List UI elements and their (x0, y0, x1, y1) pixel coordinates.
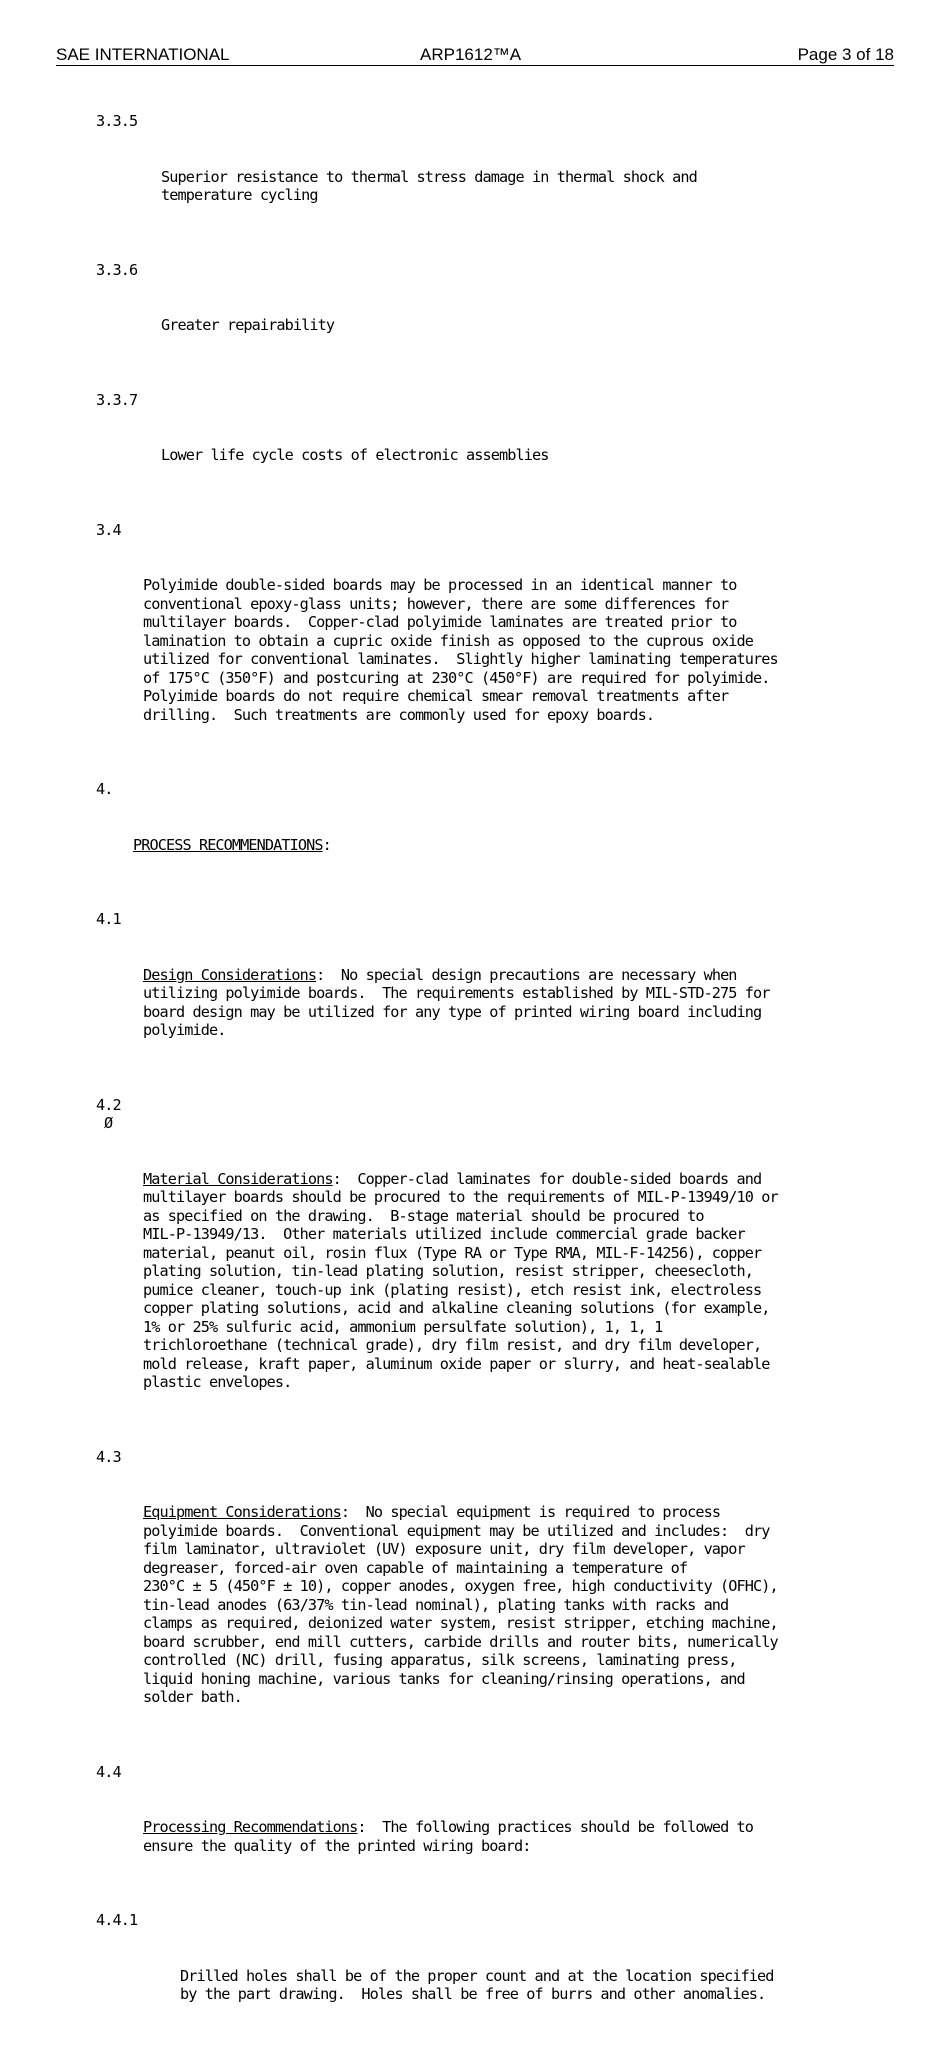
text-line: 230°C ± 5 (450°F ± 10), copper anodes, oxygen free, high conductivity (OFHC), (143, 1577, 778, 1595)
section-heading: Equipment Considerations (143, 1503, 341, 1521)
header-document-id: ARP1612™A (420, 45, 522, 64)
section-number: 4.1 (96, 910, 121, 928)
text-line: MIL-P-13949/13. Other materials utilized include commercial grade backer (143, 1225, 745, 1243)
section-4-4 (96, 1763, 896, 1893)
text-line: multilayer boards. Copper-clad polyimide laminates are treated prior to (143, 613, 737, 631)
text-line: film laminator, ultraviolet (UV) exposure unit, dry film developer, vapor (143, 1540, 745, 1558)
page-header (56, 44, 894, 66)
text-line: solder bath. (143, 1688, 242, 1706)
text-line: : The following practices should be followed to (357, 1818, 754, 1836)
text-line: : Copper-clad laminates for double-sided boards and (332, 1169, 762, 1188)
section-3-3-7 (96, 391, 896, 502)
text-line: Drilled holes shall be of the proper count and at the location specified (180, 1966, 774, 1985)
text-line: controlled (NC) drill, fusing apparatus, silk screens, laminating press, (143, 1651, 737, 1669)
text-line: utilizing polyimide boards. The requirements established by MIL-STD-275 for (143, 984, 770, 1002)
section-heading: Design Considerations (143, 965, 317, 984)
text-line: multilayer boards should be procured to the requirements of MIL-P-13949/10 or (143, 1188, 778, 1206)
section-4-3 (96, 1448, 896, 1744)
section-number: 4.2 (96, 1095, 121, 1114)
text-line: Lower life cycle costs of electronic assemblies (161, 446, 549, 464)
text-line: 1% or 25% sulfuric acid, ammonium persulfate solution), 1, 1, 1 (143, 1317, 663, 1336)
section-4-4-1 (96, 1911, 896, 2041)
text-line: : No special equipment is required to process (340, 1503, 721, 1521)
text-line: as specified on the drawing. B-stage material should be procured to (143, 1206, 704, 1225)
text-line: : No special design precautions are necessary when (316, 965, 737, 984)
text-line: Greater repairability (161, 316, 335, 334)
section-3-4 (96, 521, 896, 762)
text-line: material, peanut oil, rosin flux (Type RA or Type RMA, MIL-F-14256), copper (143, 1243, 762, 1262)
text-line: Polyimide boards do not require chemical smear removal treatments after (143, 687, 729, 705)
section-number: 4.4 (96, 1762, 121, 1781)
text-line: temperature cycling (161, 186, 318, 204)
text-line: board design may be utilized for any type of printed wiring board including (143, 1002, 762, 1021)
text-line: clamps as required, deionized water system, resist stripper, etching machine, (143, 1614, 778, 1632)
section-number: 4.4.1 (96, 1911, 138, 1929)
section-4-2 (96, 1096, 896, 1429)
text-line: conventional epoxy-glass units; however, there are some differences for (143, 594, 729, 613)
section-3-3-6 (96, 261, 896, 372)
section-number: 3.3.6 (96, 260, 138, 279)
section-4 (96, 780, 896, 891)
section-heading: PROCESS RECOMMENDATIONS (133, 835, 323, 854)
text-line: Superior resistance to thermal stress damage in thermal shock and (161, 167, 697, 186)
section-number: 3.3.5 (96, 112, 138, 130)
text-line: utilized for conventional laminates. Slightly higher laminating temperatures (143, 650, 778, 668)
section-4-1 (96, 910, 896, 1077)
text-line: lamination to obtain a cupric oxide finish as opposed to the cuprous oxide (143, 631, 754, 650)
text-line: degreaser, forced-air oven capable of maintaining a temperature of (143, 1558, 688, 1577)
heading-suffix: : (322, 835, 331, 854)
text-line: ensure the quality of the printed wiring board: (143, 1836, 531, 1855)
text-line: pumice cleaner, touch-up ink (plating resist), etch resist ink, electroless (143, 1280, 762, 1299)
text-line: liquid honing machine, various tanks for cleaning/rinsing operations, and (143, 1669, 745, 1688)
section-number: 3.3.7 (96, 390, 138, 409)
text-line: polyimide boards. Conventional equipment may be utilized and includes: dry (143, 1521, 770, 1540)
document-body (96, 112, 896, 2060)
header-organization: SAE INTERNATIONAL (56, 45, 230, 64)
section-heading: Material Considerations (143, 1169, 333, 1188)
text-line: board scrubber, end mill cutters, carbide drills and router bits, numerically (143, 1632, 778, 1651)
section-number: 4.3 (96, 1447, 121, 1466)
text-line: polyimide. (143, 1021, 226, 1039)
text-line: copper plating solutions, acid and alkaline cleaning solutions (for example, (143, 1299, 770, 1317)
section-number: 4. (96, 780, 113, 798)
text-line: drilling. Such treatments are commonly used for epoxy boards. (143, 705, 655, 724)
header-page-number: Page 3 of 18 (797, 45, 894, 64)
text-line: plating solution, tin-lead plating solution, resist stripper, cheesecloth, (143, 1262, 754, 1280)
section-3-3-5 (96, 112, 896, 242)
text-line: plastic envelopes. (143, 1373, 292, 1391)
text-line: by the part drawing. Holes shall be free of burrs and other anomalies. (180, 1985, 766, 2003)
text-line: tin-lead anodes (63/37% tin-lead nominal), plating tanks with racks and (143, 1595, 729, 1614)
text-line: of 175°C (350°F) and postcuring at 230°C (450°F) are required for polyimide. (143, 668, 770, 687)
text-line: Polyimide double-sided boards may be processed in an identical manner to (143, 576, 737, 594)
text-line: mold release, kraft paper, aluminum oxide paper or slurry, and heat-sealable (143, 1354, 770, 1373)
revision-mark: Ø (104, 1114, 113, 1132)
section-heading: Processing Recommendations (143, 1818, 358, 1836)
section-number: 3.4 (96, 520, 121, 539)
text-line: trichloroethane (technical grade), dry film resist, and dry film developer, (143, 1336, 762, 1354)
